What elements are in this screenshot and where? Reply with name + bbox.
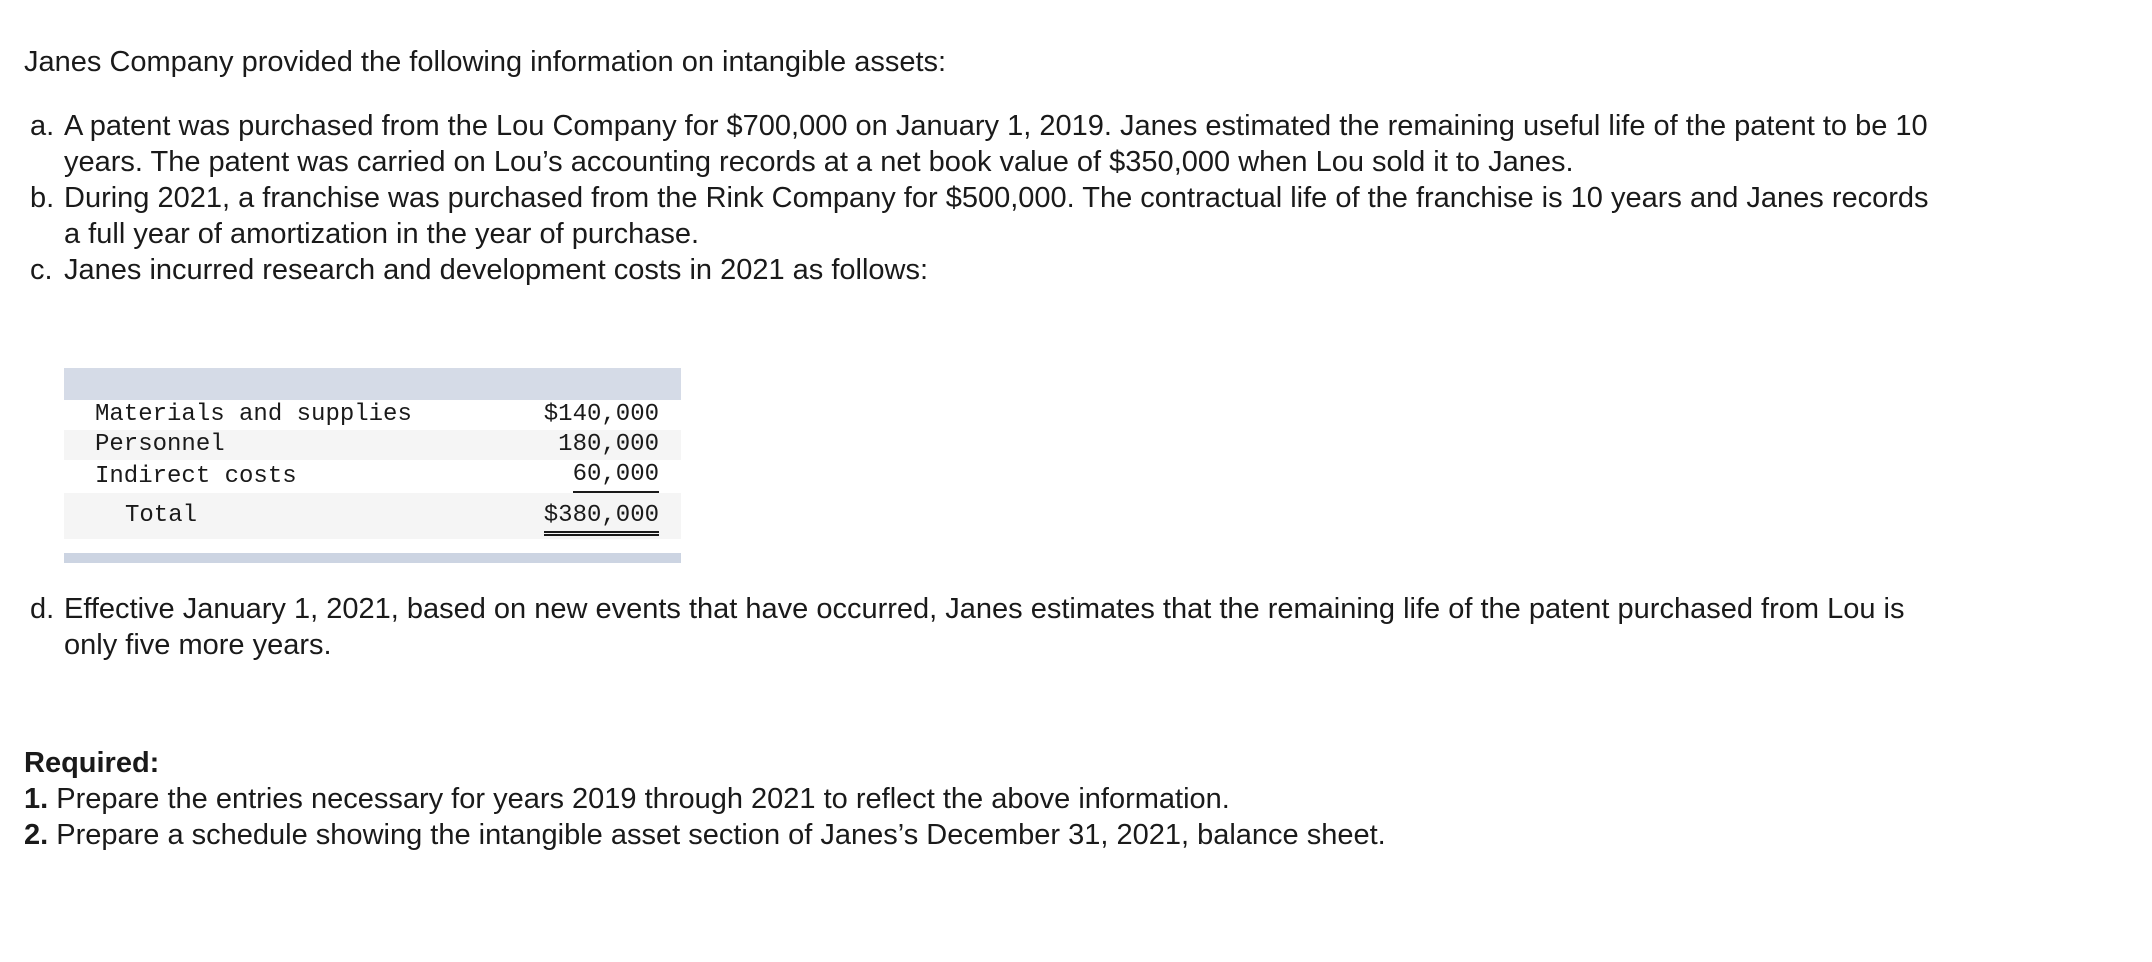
list-item-d	[24, 591, 1944, 663]
row-amount: $140,000	[543, 401, 659, 428]
row-label: Materials and supplies	[64, 400, 459, 430]
required-text: Prepare a schedule showing the intangible asset section of Janes’s December 31, 2021, balance sheet.	[56, 819, 1386, 851]
required-item-2	[24, 817, 2124, 853]
required-number: 1.	[24, 783, 49, 815]
table-row	[64, 460, 681, 493]
total-label: Total	[64, 493, 459, 539]
list-marker: c.	[30, 254, 53, 286]
table-total-row	[64, 493, 681, 539]
table-footer-bar	[64, 553, 681, 563]
list-item-text: Janes incurred research and development costs in 2021 as follows:	[64, 254, 929, 286]
row-amount: 180,000	[558, 431, 659, 458]
problem-page	[24, 44, 2124, 853]
list-marker: b.	[30, 182, 55, 214]
table-row	[64, 400, 681, 430]
list-marker: a.	[30, 110, 55, 142]
row-amount: 60,000	[573, 460, 659, 493]
row-label: Indirect costs	[64, 460, 459, 493]
table-header-bar	[64, 368, 681, 400]
list-item-text: A patent was purchased from the Lou Company for $700,000 on January 1, 2019. Janes estimated the remaining useful life of the patent to be 10 years. The patent was carried on Lou’s accounting records at a net book value of $350,000 when Lou sold it to Janes.	[64, 110, 1928, 178]
required-number: 2.	[24, 819, 49, 851]
required-section	[24, 745, 2124, 853]
required-item-1	[24, 781, 2124, 817]
list-item-a	[24, 108, 1944, 180]
rd-table	[64, 400, 681, 539]
info-list-continued	[24, 591, 2124, 663]
rd-costs-table	[64, 368, 681, 563]
required-text: Prepare the entries necessary for years 2019 through 2021 to reflect the above information.	[56, 783, 1230, 815]
list-item-text: Effective January 1, 2021, based on new events that have occurred, Janes estimates that the remaining life of the patent purchased from Lou is only five more years.	[64, 593, 1905, 661]
list-item-c	[24, 252, 1944, 288]
list-item-text: During 2021, a franchise was purchased from the Rink Company for $500,000. The contractual life of the franchise is 10 years and Janes records a full year of amortization in the year of purchase.	[64, 182, 1929, 250]
list-marker: d.	[30, 593, 55, 625]
list-item-b	[24, 180, 1944, 252]
table-row	[64, 430, 681, 460]
row-label: Personnel	[64, 430, 459, 460]
total-amount: $380,000	[544, 501, 659, 536]
required-heading: Required:	[24, 747, 160, 779]
info-list	[24, 108, 2124, 288]
intro-text: Janes Company provided the following information on intangible assets:	[24, 46, 947, 78]
